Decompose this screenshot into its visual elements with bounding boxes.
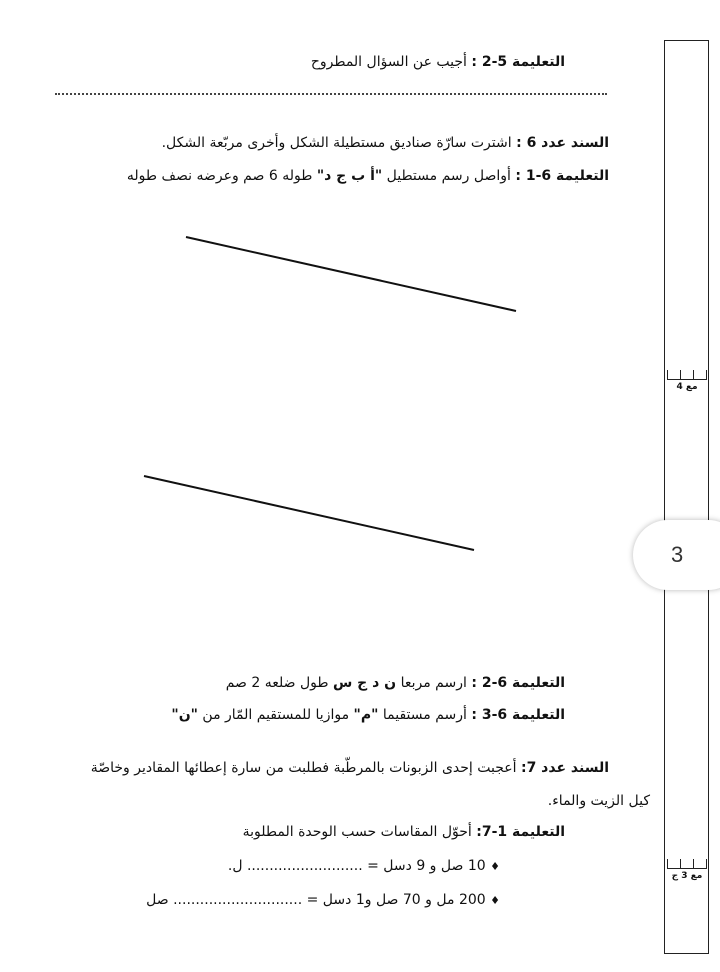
support-text: كيل الزيت والماء. <box>547 793 650 809</box>
conversion-text: 200 مل و 70 صل و1 دسل = ............................. صل <box>146 892 486 908</box>
instruction-6-3 <box>171 705 565 725</box>
point-name-n: "ن" <box>171 707 198 723</box>
page-number: 3 <box>671 542 684 567</box>
instruction-label: التعليمة 6-2 : <box>471 675 565 691</box>
conversion-item <box>146 890 500 911</box>
instruction-text: أحوّل المقاسات حسب الوحدة المطلوبة <box>242 824 472 840</box>
instruction-label: التعليمة 5-2 : <box>471 54 565 70</box>
criterion-label: مع 3 ج <box>671 871 703 881</box>
instruction-label: التعليمة 6-1 : <box>515 168 609 184</box>
page-number-indicator[interactable] <box>633 520 720 590</box>
conversion-item <box>228 856 500 877</box>
score-boxes <box>667 859 707 869</box>
conversion-text: 10 صل و 9 دسل = .......................... ل. <box>227 858 486 874</box>
support-text: اشترت سارّة صناديق مستطيلة الشكل وأخرى مربّعة الشكل. <box>161 135 512 151</box>
instruction-text: موازيا للمستقيم المّار من <box>202 707 350 723</box>
diamond-bullet-icon: ♦ <box>490 860 500 873</box>
rectangle-name: "أ ب ج د" <box>316 168 383 184</box>
instruction-text: أواصل رسم مستطيل <box>386 168 511 184</box>
criterion-box <box>666 859 708 881</box>
line-name-m: "م" <box>353 707 379 723</box>
score-boxes <box>667 370 707 380</box>
instruction-text: طول ضلعه 2 صم <box>225 675 329 691</box>
support-7 <box>91 758 609 778</box>
instruction-text: أجيب عن السؤال المطروح <box>310 54 467 70</box>
support-label: السند عدد 6 : <box>516 135 609 151</box>
square-name: ن د ج س <box>332 675 397 691</box>
instruction-6-2 <box>226 673 565 693</box>
support-label: السند عدد 7: <box>520 760 609 776</box>
instruction-label: التعليمة 1-7: <box>476 824 565 840</box>
rectangle-side-line <box>186 237 516 311</box>
parallel-line <box>144 476 474 550</box>
support-7-continued <box>548 791 650 811</box>
instruction-7-1 <box>243 822 565 842</box>
support-text: أعجبت إحدى الزبونات بالمرطّبة فطلبت من سارة إعطائها المقادير وخاصّة <box>90 760 517 776</box>
criterion-label: مع 4 <box>676 382 698 392</box>
grading-margin-column <box>664 40 709 954</box>
diamond-bullet-icon: ♦ <box>490 894 500 907</box>
criterion-box <box>666 370 708 392</box>
instruction-text: أرسم مستقيما <box>382 707 467 723</box>
instruction-text: ارسم مربعا <box>400 675 467 691</box>
instruction-text: طوله 6 صم وعرضه نصف طوله <box>126 168 313 184</box>
instruction-label: التعليمة 6-3 : <box>471 707 565 723</box>
